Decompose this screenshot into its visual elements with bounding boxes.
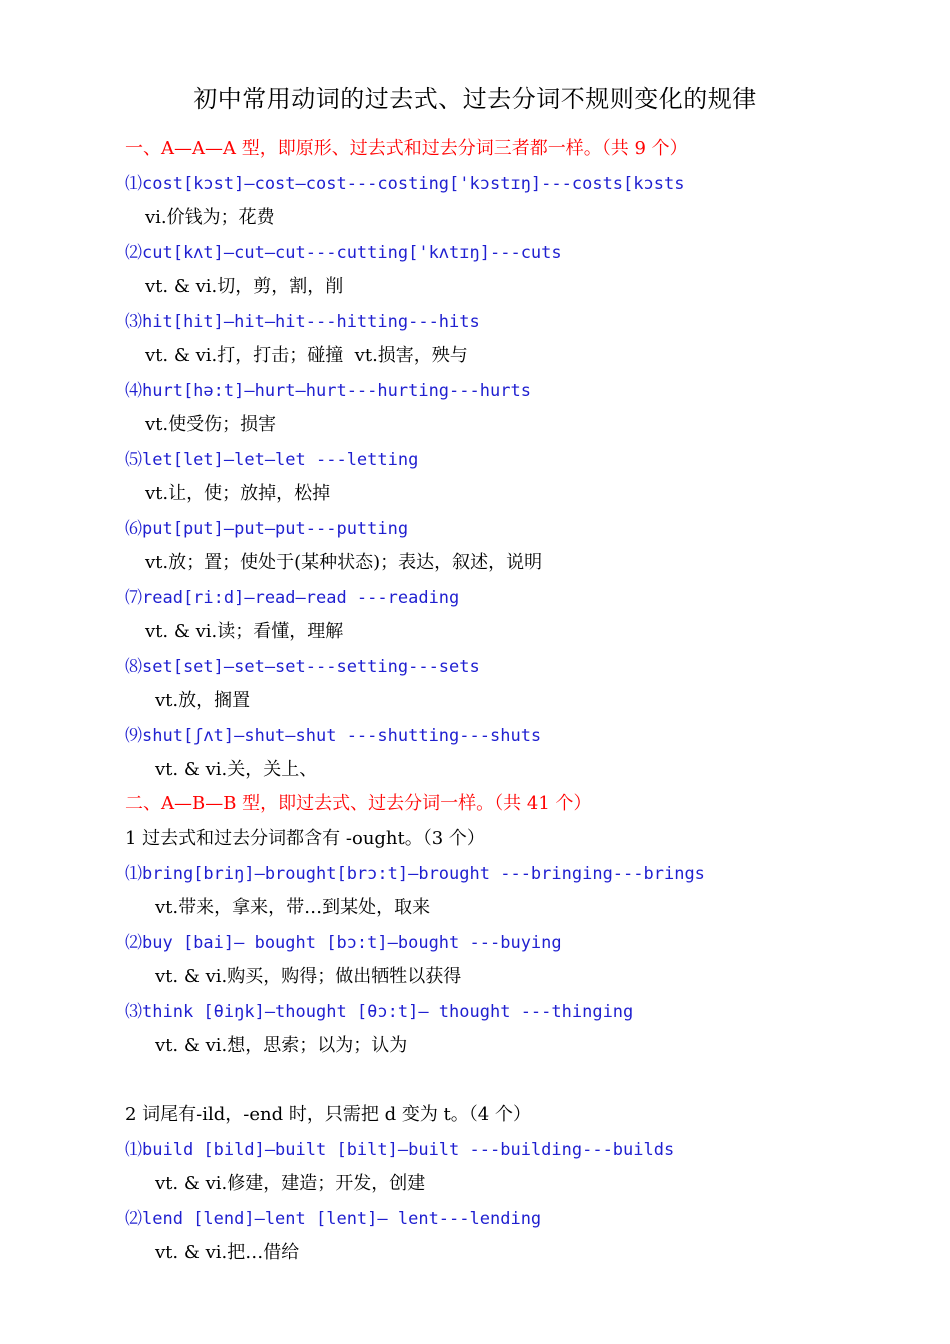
- section-heading-abb: 二、A—B—B 型，即过去式、过去分词一样。（共 41 个）: [125, 793, 592, 814]
- verb-forms-hit: ⑶hit[hit]—hit—hit---hitting---hits: [125, 312, 480, 332]
- verb-meaning-shut: vt. & vi.关，关上、: [155, 759, 318, 780]
- verb-meaning-cost: vi.价钱为；花费: [145, 207, 275, 228]
- verb-forms-shut: ⑼shut[ʃʌt]—shut—shut ---shutting---shuts: [125, 726, 542, 746]
- verb-meaning-think: vt. & vi.想，思索；以为；认为: [155, 1035, 408, 1056]
- verb-forms-read: ⑺read[ri:d]—read—read ---reading: [125, 588, 460, 608]
- verb-forms-hurt: ⑷hurt[hə:t]—hurt—hurt---hurting---hurts: [125, 381, 531, 401]
- subsection-heading-ild-end: 2 词尾有-ild，-end 时，只需把 d 变为 t。（4 个）: [125, 1104, 531, 1125]
- verb-forms-let: ⑸let[let]—let—let ---letting: [125, 450, 419, 470]
- verb-meaning-bring: vt.带来，拿来，带…到某处，取来: [155, 897, 431, 918]
- verb-forms-build: ⑴build [bild]—built [bilt]—built ---building---builds: [125, 1140, 675, 1160]
- verb-forms-cut: ⑵cut[kʌt]—cut—cut---cutting['kʌtɪŋ]---cuts: [125, 243, 562, 263]
- verb-forms-bring: ⑴bring[briŋ]—brought[brɔ:t]—brought ---bringing---brings: [125, 864, 705, 884]
- verb-forms-put: ⑹put[put]—put—put---putting: [125, 519, 409, 539]
- verb-meaning-put: vt.放；置；使处于(某种状态)；表达，叙述，说明: [145, 552, 543, 573]
- verb-forms-lend: ⑵lend [lend]—lent [lent]— lent---lending: [125, 1209, 542, 1229]
- verb-meaning-build: vt. & vi.修建，建造；开发，创建: [155, 1173, 426, 1194]
- section-heading-aaa: 一、A—A—A 型，即原形、过去式和过去分词三者都一样。（共 9 个）: [125, 138, 688, 159]
- verb-meaning-hit: vt. & vi.打，打击；碰撞 vt.损害，殃与: [145, 345, 468, 366]
- subsection-heading-ought: 1 过去式和过去分词都含有 -ought。（3 个）: [125, 828, 485, 849]
- verb-forms-cost: ⑴cost[kɔst]—cost—cost---costing['kɔstɪŋ]---costs[kɔsts: [125, 174, 685, 194]
- verb-meaning-buy: vt. & vi.购买，购得；做出牺牲以获得: [155, 966, 462, 987]
- document-title: 初中常用动词的过去式、过去分词不规则变化的规律: [193, 85, 757, 113]
- verb-meaning-let: vt.让，使；放掉，松掉: [145, 483, 331, 504]
- verb-forms-set: ⑻set[set]—set—set---setting---sets: [125, 657, 480, 677]
- verb-meaning-set: vt.放，搁置: [155, 690, 251, 711]
- verb-forms-think: ⑶think [θiŋk]—thought [θɔ:t]— thought ---thinging: [125, 1002, 634, 1022]
- verb-meaning-read: vt. & vi.读；看懂，理解: [145, 621, 344, 642]
- verb-meaning-cut: vt. & vi.切，剪，割，削: [145, 276, 344, 297]
- verb-meaning-hurt: vt.使受伤；损害: [145, 414, 277, 435]
- verb-forms-buy: ⑵buy [bai]— bought [bɔ:t]—bought ---buying: [125, 933, 562, 953]
- verb-meaning-lend: vt. & vi.把…借给: [155, 1242, 300, 1263]
